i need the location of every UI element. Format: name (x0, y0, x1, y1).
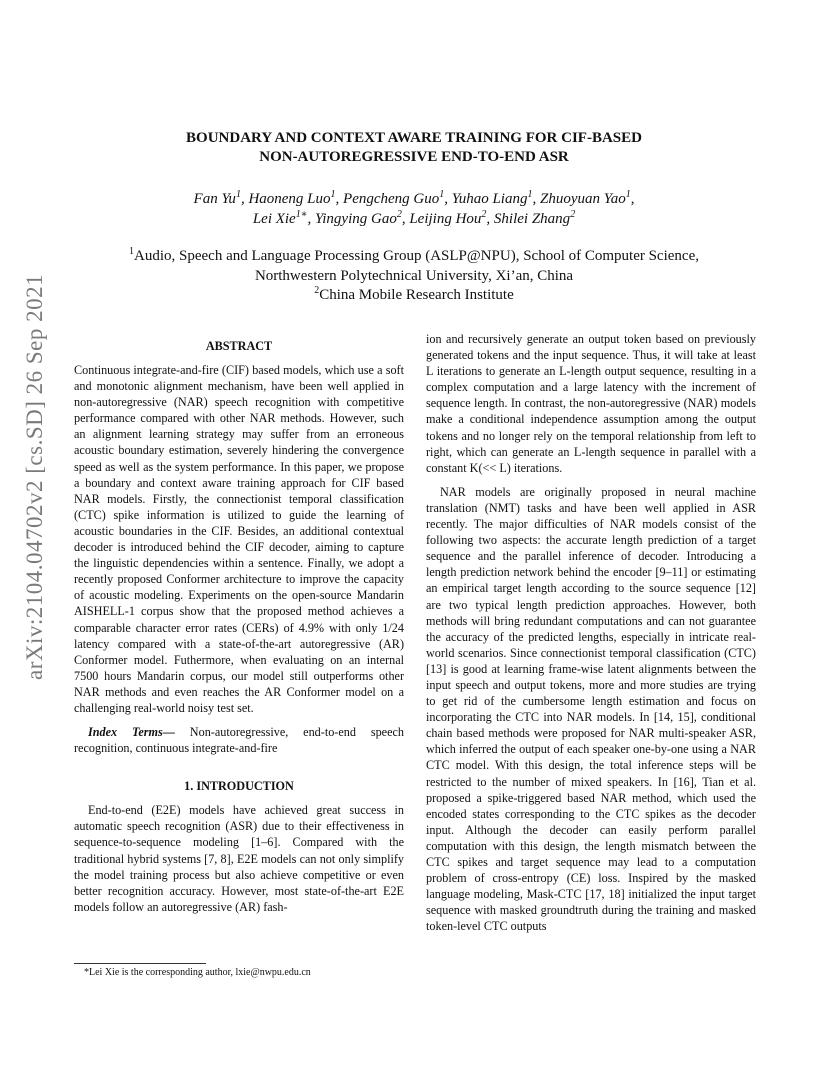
title-line-2: NON-AUTOREGRESSIVE END-TO-END ASR (259, 149, 569, 165)
affiliation-line-1 (90, 247, 738, 267)
author-separator: , (630, 191, 635, 207)
author-name: Haoneng Luo (248, 191, 331, 207)
author-affiliation-marker: 1 (330, 189, 336, 200)
author-affiliation-marker: 1∗ (295, 209, 308, 220)
abstract-text: Continuous integrate-and-fire (CIF) based models, which use a soft and monotonic alignment mechanism, have been well applied in non-autoregressive (NAR) speech recognition with competitive performance compared with other NAR methods. However, such an alignment learning strategy may suffer from an erroneous acoustic boundary estimation, severely hindering the convergence speed as well as the system performance. In this paper, we propose a boundary and context aware training approach for CIF based NAR models. Firstly, the connectionist temporal classification (CTC) spike information is utilized to guide the learning of acoustic boundaries in the CIF. Besides, an additional contextual decoder is introduced behind the CIF decoder, aiming to capture the linguistic dependencies within a sentence. Finally, we adopt a recently proposed Conformer architecture to improve the capacity of acoustic modeling. Experiments on the open-source Mandarin AISHELL-1 corpus show that the proposed method achieves a comparable character error rates (CERs) of 4.9% with only 1/24 latency compared with a state-of-the-art autoregressive (AR) Conformer model. Futhermore, when evaluating on an internal 7500 hours Mandarin corpus, our model still outperforms other NAR methods and even reaches the AR Conformer model on a challenging real-world noisy test set. (74, 363, 404, 715)
author-separator: , (240, 191, 249, 207)
author-separator: , (486, 211, 494, 227)
affiliation-text-1: Audio, Speech and Language Processing Group (ASLP@NPU), School of Computer Science, (134, 248, 699, 264)
author-affiliation-marker: 1 (439, 189, 445, 200)
arxiv-identifier: arXiv:2104.04702v2 [cs.SD] 26 Sep 2021 (22, 273, 47, 680)
author-name: Shilei Zhang (493, 211, 571, 227)
authors-line-1 (100, 189, 728, 209)
author-name: Pengcheng Guo (343, 191, 440, 207)
footnote-divider (74, 963, 206, 964)
right-paragraph-2: NAR models are originally proposed in neural machine translation (NMT) tasks and have been well applied in ASR recently. The major difficulties of NAR models consist of the following two aspects: the accurate length prediction of a target sequence and the parallel inference of decoder. Introducing a length prediction network behind the encoder [9–11] or estimating an empirical target length according to the source sequence [12] are two typical length prediction approaches. However, both methods will bring redundant computations and can not guarantee the accuracy of the predicted lengths, especially in intricate real-world scenarios. Since connectionist temporal classification (CTC) [13] is good at learning frame-wise latent alignments between the input speech and output tokens, more and more studies are trying to get rid of the cumbersome length estimation and focus on incorporating the CTC into NAR models. In [14, 15], conditional chain based methods were proposed for NAR multi-speaker ASR, which inferred the output of each speaker one-by-one using a NAR CTC model. With this design, the total inference steps will be restricted to the number of mixed speakers. In [16], Tian et al. proposed a spike-triggered based NAR method, which used the encoded states corresponding to the CTC spikes as the decoder input. Although the decoder can easily perform parallel computation with this design, the length mismatch between the CTC spikes and target sequence may lead to a computation problem of cross-entropy (CE) loss. Inspired by the masked language modeling, Mask-CTC [17, 18] initialized the input target sequence with masked groundtruth during the training and masked token-level CTC outputs (426, 484, 756, 934)
affiliation-line-3 (90, 286, 738, 306)
author-affiliation-marker: 1 (625, 189, 631, 200)
author-separator: , (307, 211, 316, 227)
author-name: Yuhao Liang (451, 191, 528, 207)
author-name: Lei Xie (252, 211, 296, 227)
title-line-1: BOUNDARY AND CONTEXT AWARE TRAINING FOR CIF-BASED (186, 130, 642, 146)
footnote: *Lei Xie is the corresponding author, lxie@nwpu.edu.cn (84, 967, 311, 978)
author-name: Fan Yu (193, 191, 236, 207)
right-column (426, 331, 756, 934)
author-name: Leijing Hou (409, 211, 482, 227)
author-affiliation-marker: 2 (481, 209, 487, 220)
index-terms-label: Index Terms— (88, 725, 175, 740)
introduction-heading: 1. INTRODUCTION (184, 779, 294, 794)
author-name: Yingying Gao (315, 211, 397, 227)
authors-line-2 (100, 209, 728, 229)
left-column (74, 338, 404, 915)
author-affiliation-marker: 1 (527, 189, 533, 200)
affiliation-marker-1: 1 (129, 246, 135, 257)
author-separator: , (401, 211, 410, 227)
author-separator: , (532, 191, 540, 207)
right-paragraph-1: ion and recursively generate an output token based on previously generated tokens and the input sequence. Thus, it will take at least L iterations to generate an L-length output sequence, resulting in a complex computation and a large latency with the increment of sequence length. In contrast, the non-autoregressive (NAR) models make a conditional independence assumption among the output tokens and no longer rely on the temporal relationship from left to right, which can generate an L-length sequence in parallel with a constant K(<< L) iterations. (426, 332, 756, 475)
author-affiliation-marker: 2 (396, 209, 402, 220)
author-list (100, 189, 728, 229)
affiliation-text-3: China Mobile Research Institute (319, 287, 514, 303)
author-separator: , (444, 191, 452, 207)
author-separator: , (335, 191, 344, 207)
author-affiliation-marker: 1 (235, 189, 241, 200)
affiliation-line-2: Northwestern Polytechnical University, Xi’an, China (254, 267, 574, 284)
abstract-heading: ABSTRACT (205, 339, 273, 353)
index-terms (74, 724, 404, 756)
affiliation-marker-2: 2 (314, 285, 320, 296)
author-name: Zhuoyuan Yao (539, 191, 626, 207)
introduction-paragraph-1: End-to-end (E2E) models have achieved great success in automatic speech recognition (ASR) due to their effectiveness in sequence-to-sequence modeling [1–6]. Compared with the traditional hybrid systems [7, 8], E2E models can not only simplify the model training process but also achieve competitive or even better recognition accuracy. However, most state-of-the-art E2E models follow an autoregressive (AR) fash- (74, 803, 404, 914)
index-terms-text: Non-autoregressive, end-to-end speech recognition, continuous integrate-and-fire (74, 725, 404, 756)
affiliations (90, 247, 738, 306)
author-affiliation-marker: 2 (570, 209, 576, 220)
paper-title (100, 129, 728, 167)
